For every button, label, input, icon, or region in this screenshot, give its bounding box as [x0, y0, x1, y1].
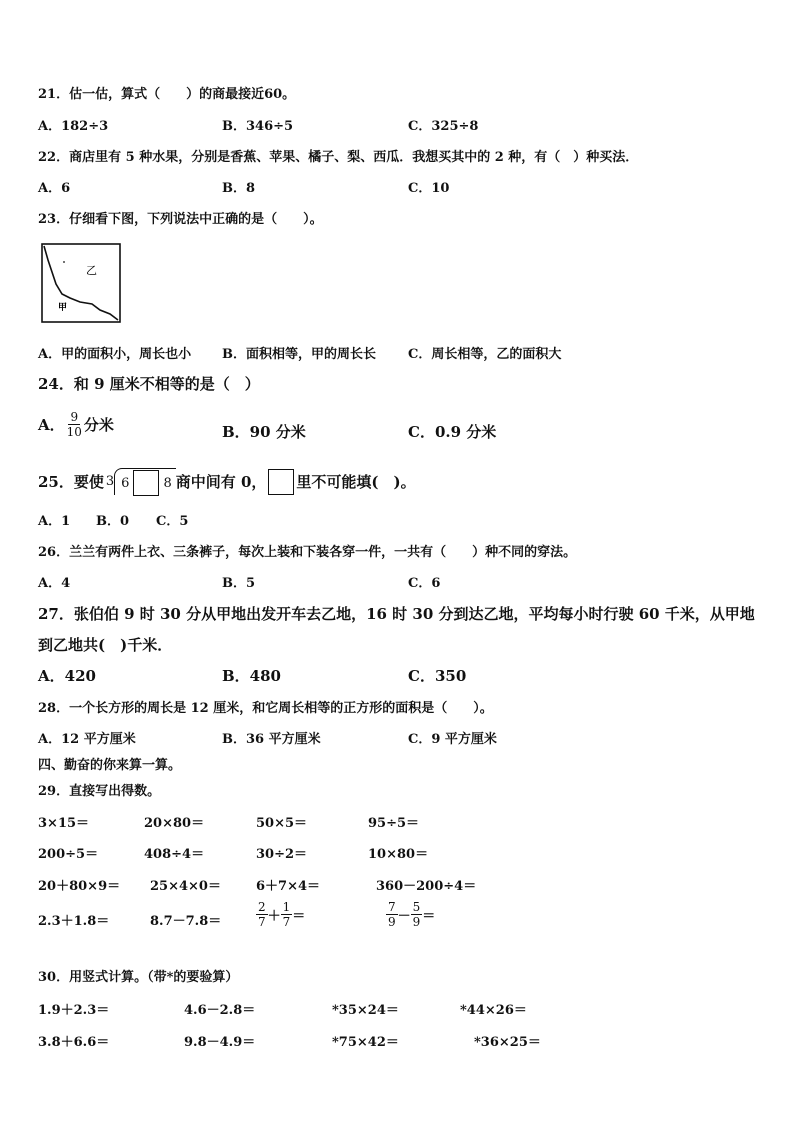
q30-stem: 30．用竖式计算。（带*的要验算）: [38, 970, 239, 985]
q29-r2-c3: 30÷2＝: [256, 847, 308, 862]
q29-r3-c1: 20＋80×9＝: [38, 879, 121, 894]
q29-r1-c4: 95÷5＝: [368, 816, 420, 831]
q28-option-b: B．36 平方厘米: [222, 732, 321, 747]
q25-option-c: C．5: [156, 514, 189, 529]
q29-frac1-b-den: 7: [282, 915, 291, 929]
q23-option-b: B．面积相等，甲的周长长: [222, 347, 376, 362]
q24-fraction-num: 9: [70, 410, 79, 424]
q29-r2-c2: 408÷4＝: [144, 847, 205, 862]
q29-frac2-eq: ＝: [422, 909, 436, 924]
q21-stem: 21．估一估，算式（ ）的商最接近60。: [38, 87, 296, 102]
q29-r3-c4: 360－200÷4＝: [376, 879, 477, 894]
q24-fraction: [65, 410, 84, 439]
q25-dividend-part1: 6: [121, 475, 130, 491]
q29-frac1-b: [281, 900, 293, 929]
q25-stem-mid: 商中间有 0，: [175, 473, 267, 491]
q29-frac2-op: －: [397, 909, 411, 924]
q25-stem: [38, 468, 416, 495]
q29-frac1-a: [256, 900, 268, 929]
q25-blank-box-1: [133, 470, 159, 496]
q29-r1-c3: 50×5＝: [256, 816, 308, 831]
q30-r2-c4: *36×25＝: [474, 1035, 541, 1050]
q29-frac2-a-num: 7: [388, 900, 396, 914]
q28-stem: 28．一个长方形的周长是 12 厘米，和它周长相等的正方形的面积是（ ）。: [38, 701, 493, 716]
q24-option-a-prefix: A．: [38, 416, 65, 434]
q26-option-a: A．4: [38, 576, 71, 591]
q23-figure: [40, 240, 124, 326]
q26-stem: 26．兰兰有两件上衣、三条裤子，每次上装和下装各穿一件，一共有（ ）种不同的穿法。: [38, 545, 577, 560]
q26-option-c: C．6: [408, 576, 441, 591]
q29-r4-c1: 2.3＋1.8＝: [38, 914, 110, 929]
q27-stem-line1: 27．张伯伯 9 时 30 分从甲地出发开车去乙地，16 时 30 分到达乙地，平均每小时行驶 60 千米，从甲地: [38, 605, 755, 623]
q29-frac2-b-num: 5: [412, 900, 421, 914]
q30-r1-c3: *35×24＝: [332, 1003, 399, 1018]
q23-option-a: A．甲的面积小，周长也小: [38, 347, 192, 362]
q29-frac2-b-den: 9: [412, 915, 421, 929]
q29-frac1-a-num: 2: [258, 900, 266, 914]
q27-option-b: B．480: [222, 667, 281, 685]
q29-r4-c4-fraction-expr: [386, 900, 435, 929]
q25-option-b: B．0: [96, 514, 130, 529]
q29-r4-c2: 8.7－7.8＝: [150, 914, 222, 929]
q21-option-c: C．325÷8: [408, 119, 479, 134]
q22-option-a: A．6: [38, 181, 71, 196]
q30-r2-c1: 3.8＋6.6＝: [38, 1035, 110, 1050]
q28-option-c: C．9 平方厘米: [408, 732, 497, 747]
q25-stem-end: 里不可能填( )。: [296, 473, 416, 491]
q29-frac1-eq: ＝: [292, 909, 306, 924]
q22-option-c: C．10: [408, 181, 450, 196]
q21-option-a: A．182÷3: [38, 119, 109, 134]
q24-stem: 24．和 9 厘米不相等的是（ ）: [38, 375, 260, 393]
q22-stem: 22．商店里有 5 种水果，分别是香蕉、苹果、橘子、梨、西瓜．我想买其中的 2 种，有（ ）种买法．: [38, 150, 639, 165]
q21-option-b: B．346÷5: [222, 119, 294, 134]
q24-option-a: [38, 410, 114, 439]
q23-label-yi: 乙: [86, 264, 97, 277]
q28-option-a: A．12 平方厘米: [38, 732, 136, 747]
q29-frac1-op: ＋: [267, 909, 281, 924]
q29-r3-c2: 25×4×0＝: [150, 879, 221, 894]
q27-stem-line2: 到乙地共( )千米．: [38, 636, 173, 654]
q29-frac2-a-den: 9: [388, 915, 396, 929]
q29-r4-c3-fraction-expr: [256, 900, 305, 929]
q29-frac1-b-num: 1: [282, 900, 291, 914]
q29-stem: 29．直接写出得数。: [38, 784, 161, 799]
q24-option-a-suffix: 分米: [83, 416, 114, 434]
q26-option-b: B．5: [222, 576, 256, 591]
section-4-heading: 四、勤奋的你来算一算。: [38, 758, 182, 773]
q25-blank-box-2: [268, 469, 294, 495]
q23-label-jia: 甲: [58, 303, 68, 313]
q23-stem: 23．仔细看下图，下列说法中正确的是（ ）。: [38, 212, 323, 227]
q22-option-b: B．8: [222, 181, 256, 196]
q29-r2-c1: 200÷5＝: [38, 847, 99, 862]
q29-frac1-a-den: 7: [258, 915, 266, 929]
q29-r1-c2: 20×80＝: [144, 816, 205, 831]
q27-option-c: C．350: [408, 667, 467, 685]
q25-division-bracket: [114, 468, 176, 495]
q29-frac2-b: [411, 900, 423, 929]
q30-r1-c4: *44×26＝: [460, 1003, 527, 1018]
q29-r1-c1: 3×15＝: [38, 816, 90, 831]
q29-r2-c4: 10×80＝: [368, 847, 429, 862]
q30-r1-c2: 4.6－2.8＝: [184, 1003, 256, 1018]
q25-option-a: A．1: [38, 514, 71, 529]
q24-option-c: C．0.9 分米: [408, 423, 497, 441]
q27-option-a: A．420: [38, 667, 96, 685]
q25-stem-start: 25．要使: [38, 473, 104, 491]
q30-r2-c2: 9.8－4.9＝: [184, 1035, 256, 1050]
q29-frac2-a: [386, 900, 398, 929]
q23-option-c: C．周长相等，乙的面积大: [408, 347, 562, 362]
q25-dividend-part2: 8: [163, 475, 172, 491]
q24-fraction-den: 10: [66, 425, 82, 439]
q29-r3-c3: 6＋7×4＝: [256, 879, 321, 894]
q24-option-b: B．90 分米: [222, 423, 306, 441]
q30-r1-c1: 1.9＋2.3＝: [38, 1003, 110, 1018]
q25-divisor: 3: [105, 474, 115, 489]
q30-r2-c3: *75×42＝: [332, 1035, 399, 1050]
